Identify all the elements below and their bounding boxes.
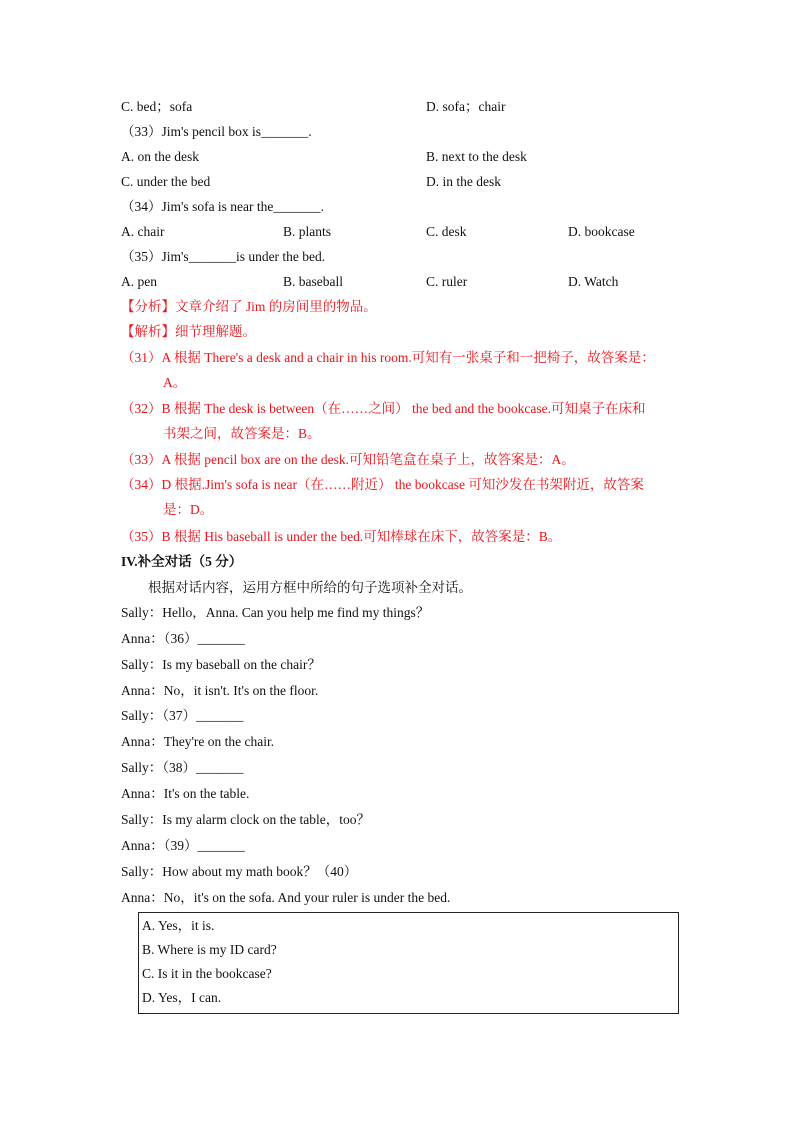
dialogue-line: Sally：Is my alarm clock on the table，too？: [121, 812, 370, 827]
answer-35: （35）B 根据 His baseball is under the bed.可知棒球在床下，故答案是：B。: [121, 529, 562, 544]
option-d: D. Watch: [568, 274, 619, 289]
section-instruction: 根据对话内容，运用方框中所给的句子选项补全对话。: [148, 580, 472, 595]
question-stem: （35）Jim's_______is under the bed.: [121, 249, 326, 264]
option-b: B. plants: [283, 224, 332, 239]
dialogue-line: Sally：Hello，Anna. Can you help me find my things？: [121, 605, 430, 620]
answer-31-line2: A。: [163, 375, 187, 390]
option-c: C. bed；sofa: [121, 99, 193, 114]
box-option-b: B. Where is my ID card?: [142, 942, 277, 957]
options-box: [138, 912, 679, 1014]
dialogue-line: Sally：How about my math book？（40）: [121, 864, 358, 879]
option-c: C. ruler: [426, 274, 468, 289]
answer-32-line2: 书架之间，故答案是：B。: [163, 426, 321, 441]
analysis-type: 【解析】细节理解题。: [121, 324, 256, 339]
option-a: A. on the desk: [121, 149, 199, 164]
option-d: D. in the desk: [426, 174, 501, 189]
option-d: D. sofa；chair: [426, 99, 506, 114]
dialogue-line: Anna：（36）_______: [121, 631, 245, 646]
question-stem: （34）Jim's sofa is near the_______.: [121, 199, 325, 214]
box-option-d: D. Yes，I can.: [142, 990, 222, 1005]
option-b: B. next to the desk: [426, 149, 527, 164]
option-c: C. desk: [426, 224, 467, 239]
answer-33: （33）A 根据 pencil box are on the desk.可知铅笔盒在桌子上，故答案是：A。: [121, 452, 575, 467]
question-stem: （33）Jim's pencil box is_______.: [121, 124, 312, 139]
answer-34-line2: 是：D。: [163, 502, 214, 517]
section-title: IV.补全对话（5 分）: [121, 554, 243, 569]
box-option-c: C. Is it in the bookcase?: [142, 966, 272, 981]
option-d: D. bookcase: [568, 224, 635, 239]
answer-34-line1: （34）D 根据.Jim's sofa is near（在……附近） the bookcase 可知沙发在书架附近，故答案: [121, 477, 644, 492]
option-c: C. under the bed: [121, 174, 211, 189]
option-a: A. chair: [121, 224, 165, 239]
dialogue-line: Anna：They're on the chair.: [121, 734, 275, 749]
answer-31-line1: （31）A 根据 There's a desk and a chair in his room.可知有一张桌子和一把椅子，故答案是：: [121, 350, 655, 365]
dialogue-line: Anna：No，it's on the sofa. And your ruler is under the bed.: [121, 890, 451, 905]
box-option-a: A. Yes，it is.: [142, 918, 215, 933]
dialogue-line: Anna：No，it isn't. It's on the floor.: [121, 683, 319, 698]
option-b: B. baseball: [283, 274, 343, 289]
dialogue-line: Anna：It's on the table.: [121, 786, 250, 801]
dialogue-line: Sally：Is my baseball on the chair？: [121, 657, 321, 672]
analysis-summary: 【分析】文章介绍了 Jim 的房间里的物品。: [121, 299, 377, 314]
answer-32-line1: （32）B 根据 The desk is between（在……之间） the bed and the bookcase.可知桌子在床和: [121, 401, 646, 416]
dialogue-line: Sally：（37）_______: [121, 708, 244, 723]
dialogue-line: Anna：（39）_______: [121, 838, 245, 853]
option-a: A. pen: [121, 274, 157, 289]
dialogue-line: Sally：（38）_______: [121, 760, 244, 775]
